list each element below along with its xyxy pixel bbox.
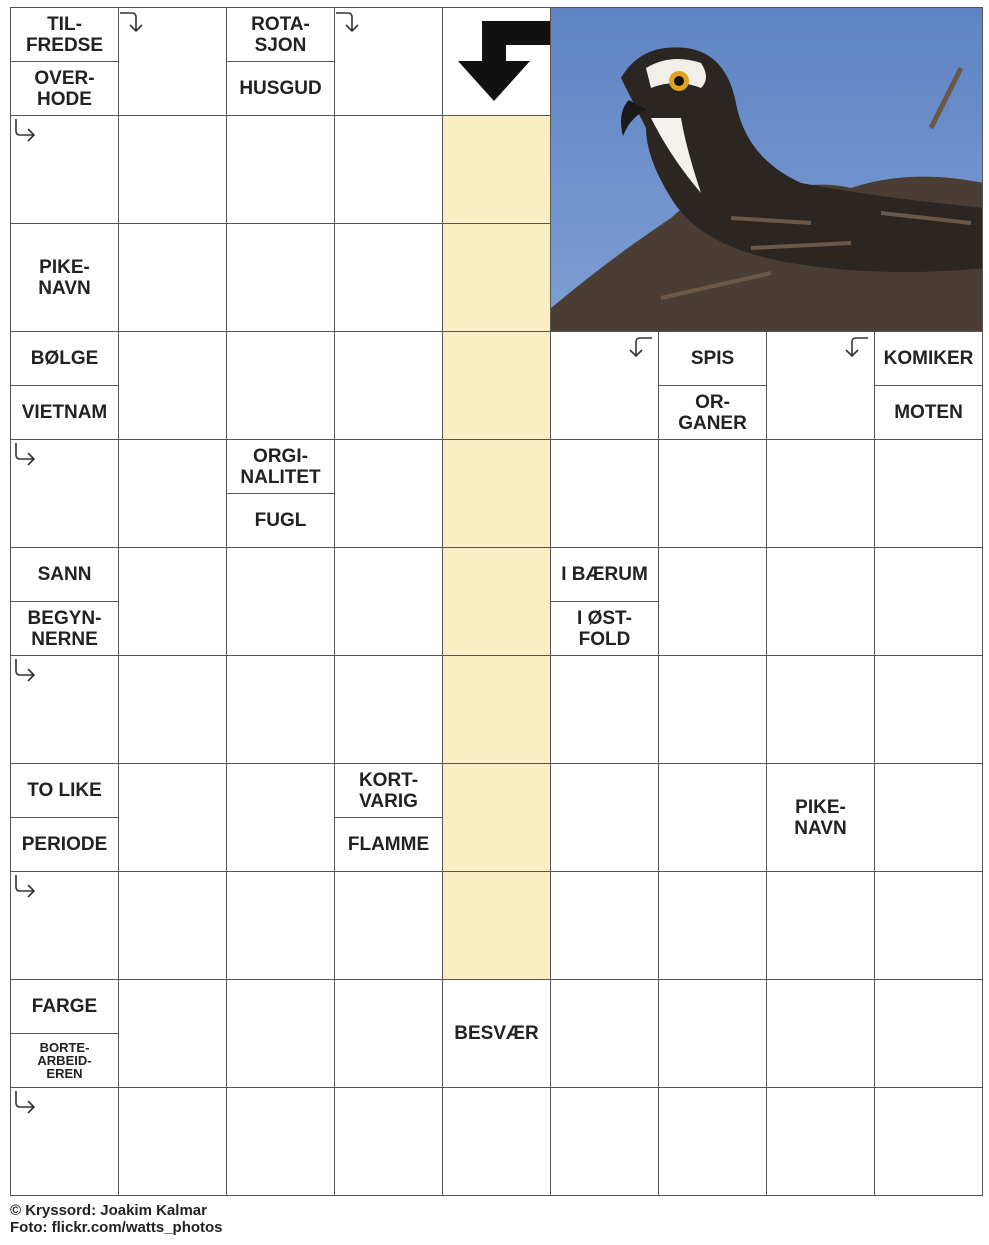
answer-cell[interactable]	[226, 1087, 335, 1196]
answer-cell[interactable]	[550, 763, 659, 872]
answer-cell[interactable]	[334, 223, 443, 332]
answer-cell[interactable]	[658, 871, 767, 980]
answer-cell[interactable]	[226, 223, 335, 332]
answer-cell[interactable]	[118, 763, 227, 872]
start-arrow-icon	[444, 9, 550, 113]
clue-i-ostfold: I ØST- FOLD	[550, 601, 659, 656]
clue-husgud: HUSGUD	[226, 61, 335, 116]
answer-cell[interactable]	[334, 979, 443, 1088]
clue-flamme: FLAMME	[334, 817, 443, 872]
clue-fugl: FUGL	[226, 493, 335, 548]
answer-cell[interactable]	[118, 331, 227, 440]
answer-cell[interactable]	[658, 547, 767, 656]
answer-cell[interactable]	[658, 763, 767, 872]
answer-cell[interactable]	[550, 979, 659, 1088]
answer-cell[interactable]	[766, 1087, 875, 1196]
answer-cell[interactable]	[226, 979, 335, 1088]
answer-cell[interactable]	[442, 115, 551, 224]
answer-cell[interactable]	[874, 547, 983, 656]
clue-bortearbeideren: BORTE- ARBEID- EREN	[10, 1033, 119, 1088]
answer-cell[interactable]	[658, 1087, 767, 1196]
answer-cell[interactable]	[658, 439, 767, 548]
answer-cell[interactable]	[226, 331, 335, 440]
clue-orginalitet: ORGI- NALITET	[226, 439, 335, 494]
clue-moten: MOTEN	[874, 385, 983, 440]
answer-cell[interactable]	[442, 331, 551, 440]
answer-cell[interactable]	[874, 439, 983, 548]
arrow-icon	[118, 9, 144, 35]
clue-komiker: KOMIKER	[874, 331, 983, 386]
clue-spis: SPIS	[658, 331, 767, 386]
answer-cell[interactable]	[226, 871, 335, 980]
clue-tilfredse: TIL- FREDSE	[10, 7, 119, 62]
clue-pikenavn-1: PIKE- NAVN	[10, 223, 119, 332]
clue-begynnerne: BEGYN- NERNE	[10, 601, 119, 656]
answer-cell[interactable]	[334, 1087, 443, 1196]
answer-cell[interactable]	[226, 655, 335, 764]
clue-besvaer: BESVÆR	[442, 979, 551, 1088]
answer-cell[interactable]	[442, 655, 551, 764]
answer-cell[interactable]	[118, 871, 227, 980]
answer-cell[interactable]	[874, 871, 983, 980]
clue-overhode: OVER- HODE	[10, 61, 119, 116]
clue-vietnam: VIETNAM	[10, 385, 119, 440]
answer-cell[interactable]	[334, 331, 443, 440]
answer-cell[interactable]	[442, 871, 551, 980]
answer-cell[interactable]	[766, 871, 875, 980]
answer-cell[interactable]	[442, 439, 551, 548]
answer-cell[interactable]	[442, 223, 551, 332]
answer-cell[interactable]	[118, 547, 227, 656]
clue-kortvarig: KORT- VARIG	[334, 763, 443, 818]
credits	[10, 1202, 223, 1236]
arrow-icon	[12, 657, 38, 683]
arrow-icon	[628, 334, 654, 360]
clue-organer: OR- GANER	[658, 385, 767, 440]
answer-cell[interactable]	[766, 655, 875, 764]
answer-cell[interactable]	[226, 763, 335, 872]
arrow-icon	[334, 9, 360, 35]
clue-bolge: BØLGE	[10, 331, 119, 386]
osprey-photo	[550, 7, 983, 332]
credit-photo: Foto: flickr.com/watts_photos	[10, 1219, 223, 1236]
clue-sann: SANN	[10, 547, 119, 602]
arrow-icon	[12, 873, 38, 899]
arrow-icon	[12, 441, 38, 467]
arrow-icon	[12, 117, 38, 143]
answer-cell[interactable]	[118, 1087, 227, 1196]
answer-cell[interactable]	[874, 655, 983, 764]
answer-cell[interactable]	[118, 223, 227, 332]
answer-cell[interactable]	[334, 115, 443, 224]
answer-cell[interactable]	[766, 547, 875, 656]
answer-cell[interactable]	[118, 655, 227, 764]
answer-cell[interactable]	[118, 115, 227, 224]
answer-cell[interactable]	[334, 655, 443, 764]
answer-cell[interactable]	[874, 1087, 983, 1196]
answer-cell[interactable]	[766, 979, 875, 1088]
answer-cell[interactable]	[442, 547, 551, 656]
answer-cell[interactable]	[442, 1087, 551, 1196]
answer-cell[interactable]	[658, 655, 767, 764]
answer-cell[interactable]	[550, 655, 659, 764]
answer-cell[interactable]	[334, 439, 443, 548]
clue-i-baerum: I BÆRUM	[550, 547, 659, 602]
arrow-icon	[844, 334, 870, 360]
answer-cell[interactable]	[766, 439, 875, 548]
arrow-icon	[12, 1089, 38, 1115]
answer-cell[interactable]	[118, 979, 227, 1088]
answer-cell[interactable]	[334, 871, 443, 980]
answer-cell[interactable]	[550, 1087, 659, 1196]
answer-cell[interactable]	[658, 979, 767, 1088]
clue-periode: PERIODE	[10, 817, 119, 872]
clue-pikenavn-2: PIKE- NAVN	[766, 763, 875, 872]
answer-cell[interactable]	[874, 763, 983, 872]
answer-cell[interactable]	[226, 547, 335, 656]
clue-rotasjon: ROTA- SJON	[226, 7, 335, 62]
answer-cell[interactable]	[118, 439, 227, 548]
answer-cell[interactable]	[874, 979, 983, 1088]
answer-cell[interactable]	[550, 439, 659, 548]
clue-farge: FARGE	[10, 979, 119, 1034]
clue-to-like: TO LIKE	[10, 763, 119, 818]
answer-cell[interactable]	[334, 547, 443, 656]
answer-cell[interactable]	[442, 763, 551, 872]
answer-cell[interactable]	[550, 871, 659, 980]
answer-cell[interactable]	[226, 115, 335, 224]
credit-puzzle: © Kryssord: Joakim Kalmar	[10, 1202, 207, 1219]
